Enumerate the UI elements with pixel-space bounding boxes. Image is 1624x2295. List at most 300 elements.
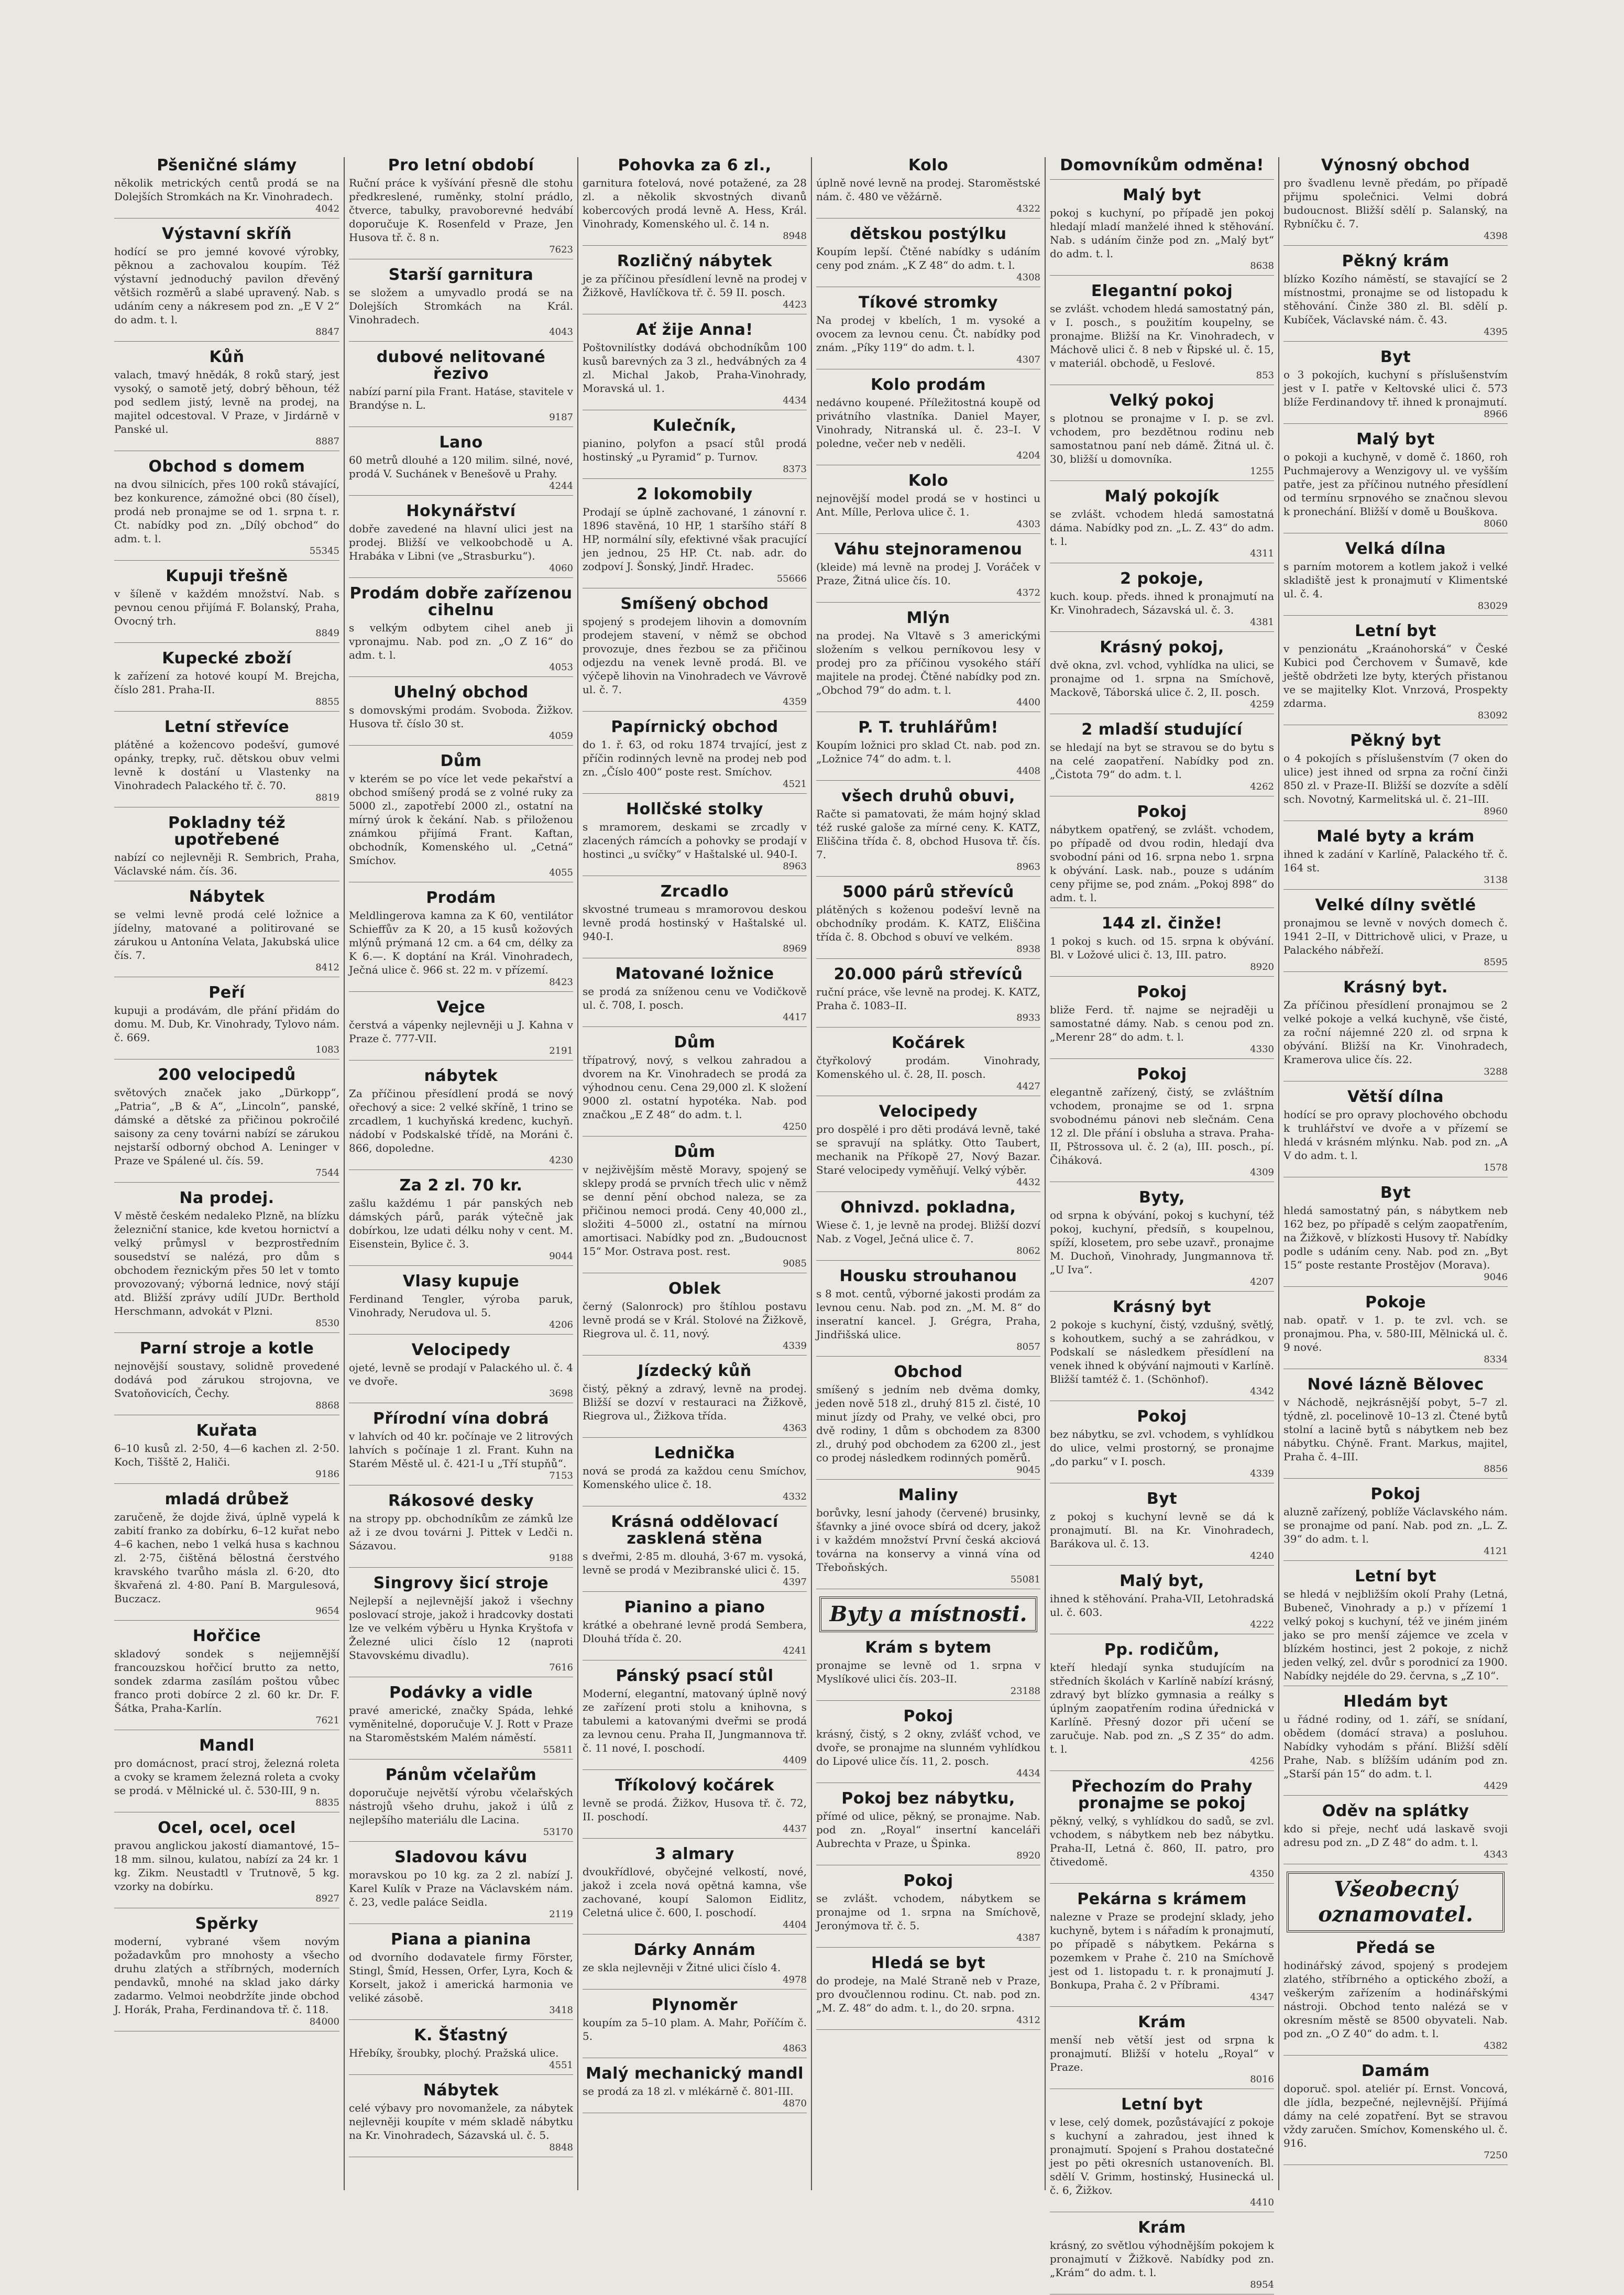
ad-text: do prodeje, na Malé Straně neb v Praze, pro dvoučlennou rodinu. Ct. nab. pod zn. „M. Z. 48“ do adm. t. l., do 20. srpna.: [816, 1974, 1040, 2014]
ad-text: pronajmou se levně v nových domech č. 1941 2–II, v Dittrichově ulici, v Praze, u Palackého nábřeží.: [1283, 916, 1508, 956]
ad-text: nalezne v Praze se prodejní sklady, jeho kuchyně, bytem i s nářadím k pronajmutí, po případě s nábytkem. Pekárna s pozemkem v Prahe č. 210 na Smíchově jest od 1. listopadu t. r. k pronajmutí J. Bonkupa, Praha č. 2 v Příbrami.: [1050, 1910, 1274, 1991]
ad-number: 4339: [783, 1340, 807, 1351]
ad-heading: Pp. rodičům,: [1104, 1641, 1220, 1659]
ad-heading: Pokoj: [903, 1872, 953, 1890]
ad-heading: Malý mechanický mandl: [586, 2064, 804, 2083]
classified-ad: [349, 1493, 573, 1568]
classified-ad: [1050, 1408, 1274, 1483]
ad-number: 1083: [315, 1044, 339, 1055]
classified-ad: [1283, 431, 1508, 533]
ad-text: pro domácnost, prací stroj, železná roleta a cvoky se kramem železná roleta a cvoky se prodá. v Mělnické ul. č. 530-III, 9 n.: [114, 1757, 339, 1797]
ad-heading: Malý pokojík: [1104, 487, 1220, 506]
ad-text: Ruční práce k vyšívání přesně dle stohu předkreslené, ruměnky, stolní prádlo, čtverce, tabulky, pravoborevné hedvábí doporučuje K. Rosenfeld v Praze, Jen Husova tř. č. 8 n.: [349, 177, 573, 244]
ad-text: úplně nové levně na prodej. Staroměstské nám. č. 480 ve věžárně.: [816, 177, 1040, 203]
ad-number: 8016: [1250, 2074, 1274, 2085]
classified-ad: [816, 157, 1040, 218]
ad-text: spojený s prodejem lihovin a domovním prodejem stavení, v němž se obchod provozuje, dnes řezbou se za přičinou odjezdu na venek levně prodá. Bl. ve výčepě lihovin na Vinohradech ve Vávrově ul. č. 7.: [583, 615, 807, 696]
ad-text: doporuč. spol. ateliér pí. Ernst. Voncová, dle jídla, bezpečné, nejlevnější. Přijímá dámy na celé zopatření. Byt se stravou vždy zaručen. Smíchov, Komenského ul. č. 916.: [1283, 2082, 1508, 2149]
ad-text: dvě okna, zvl. vchod, vyhlídka na ulici, se pronajme od 1. srpna na Smíchově, Mackově, Táborská ulice č. 2, II. posch.: [1050, 659, 1274, 698]
classified-ad: [1050, 2096, 1274, 2212]
ad-text: u řádné rodiny, od 1. září, se snídaní, obědem (domácí strava) a posluhou. Nabídky vyhodám s přání. Bližší sdělí Prahe, Nab. s blížším udáním pod zn. „Starší pán 15“ do adm. t. l.: [1283, 1713, 1508, 1780]
ad-text: (kleide) má levně na prodej J. Voráček v Praze, Žitná ulice čís. 10.: [816, 561, 1040, 587]
classified-ad: [1283, 2063, 1508, 2165]
ad-text: hodící se pro jemné kovové výrobky, pěknou a zachovalou koupím. Též výstavní jednoduchý pavilon dřevěný většich rozměrů a slabé upravený. Nab. s udáním ceny a nákresem pod zn. „E V 2“ do adm. t. l.: [114, 245, 339, 326]
ad-heading: Kupecké zboží: [162, 649, 292, 668]
classified-ad: [114, 1340, 339, 1415]
ad-text: ihned k stěhování. Praha-VII, Letohradská ul. č. 603.: [1050, 1592, 1274, 1619]
ad-heading: Hledám byt: [1343, 1692, 1448, 1711]
classified-ad: [816, 1640, 1040, 1701]
ad-heading: Kolo prodám: [870, 376, 986, 394]
column-4: [811, 157, 1045, 2190]
ad-heading: Krásný byt: [1113, 1298, 1211, 1316]
ad-heading: Ohnivzd. pokladna,: [840, 1198, 1016, 1217]
ad-number: 8847: [315, 326, 339, 337]
ad-heading: Peří: [209, 983, 245, 1002]
ad-text: z pokoj s kuchyní levně se dá k pronajmutí. Bl. na Kr. Vinohradech, Barákova ul. č. 13.: [1050, 1510, 1274, 1550]
classified-ad: [1283, 828, 1508, 890]
ad-number: 4347: [1250, 1992, 1274, 2003]
ad-heading: K. Šťastný: [414, 2026, 508, 2045]
classified-ad: [349, 349, 573, 427]
ad-number: 4437: [783, 1823, 807, 1834]
ad-number: 4381: [1250, 617, 1274, 628]
ad-number: 8920: [1250, 961, 1274, 972]
ad-number: 4042: [315, 203, 339, 214]
ad-heading: Pekárna s krámem: [1077, 1890, 1247, 1908]
ad-text: s dveřmi, 2·85 m. dlouhá, 3·67 m. vysoká, levně se prodá v Mezibranské ulici č. 15.: [583, 1550, 807, 1576]
ad-number: 8868: [315, 1400, 339, 1411]
ad-heading: Letní střevíce: [164, 718, 290, 736]
ad-number: 7621: [315, 1715, 339, 1726]
classified-ad: [1283, 541, 1508, 616]
ad-number: 8933: [1016, 1012, 1040, 1023]
classified-ad: [816, 1873, 1040, 1948]
ad-number: 4432: [1016, 1177, 1040, 1188]
ad-heading: Kulečník,: [653, 417, 737, 435]
ad-heading: Elegantní pokoj: [1091, 282, 1233, 300]
classified-ad: [114, 985, 339, 1059]
ad-heading: Plynoměr: [651, 1996, 738, 2014]
ad-text: Meldlingerova kamna za K 60, ventilátor Schieffův za K 20, a 15 kusů kožových mlýnů prýmaná 12 cm. a 64 cm, délky za K 6.—. K doptání na Král. Vinohradech, Ječná ulice č. 966 st. 22 m. v přízemí.: [349, 909, 573, 976]
classified-ad: [1050, 1891, 1274, 2007]
ad-number: 8966: [1484, 409, 1508, 420]
ad-text: Za příčinou přesídlení prodá se nový ořechový a sice: 2 velké skříně, 1 trino se zrcadlem, 1 kuchyňská kredenc, kuchyň. nádobí v Podskalské třídě, na Moráni č. 866, dopoledne.: [349, 1087, 573, 1154]
classified-ad: [1283, 623, 1508, 725]
ad-text: nabízí parní pila Frant. Hatáse, stavitele v Brandýse n. L.: [349, 385, 573, 411]
ad-text: je za příčinou přesídlení levně na prodej v Žižkově, Havlíčkova tř. č. 59 II. posch.: [583, 272, 807, 299]
classified-ad: [1050, 984, 1274, 1059]
ad-text: v penzionátu „Kraánohorská“ v České Kubici pod Čerchovem v Šumavě, kde ještě obdržeti lze byty, kterých přistanou ve se majitelky Klot. Vnrzová, Prospekty zdarma.: [1283, 642, 1508, 709]
ad-text: se zvlášt. vchodem, nábytkem se pronajme od 1. srpna na Smíchově, Jeronýmova tř. č. 5.: [816, 1892, 1040, 1932]
classified-ad: [1050, 915, 1274, 977]
ad-heading: Lednička: [654, 1444, 736, 1462]
ad-number: 4359: [783, 696, 807, 707]
ad-heading: Velocipedy: [879, 1102, 978, 1121]
classified-ad: [816, 1955, 1040, 2030]
ad-text: doporučuje největší výrobu včelařských nástrojů všeho druhu, jakož i úlů z nejlepšího materiálu dle Lacina.: [349, 1786, 573, 1826]
ad-heading: Malý byt,: [1120, 1572, 1204, 1590]
ad-heading: Obchod s domem: [148, 457, 305, 476]
ad-number: 7544: [315, 1167, 339, 1178]
ad-text: hodinářský závod, spojený s prodejem zlatého, stříbrného a optického zboží, a veškerým zařízením a hodinářskými nástroji. Obchod tento nalézá se v okresním městě se 8500 obyvateli. Nab. pod zn. „O Z 40“ do adm. t. l.: [1283, 1959, 1508, 2040]
classified-ad: [583, 719, 807, 794]
ad-heading: Vlasy kupuje: [402, 1272, 520, 1291]
ad-text: krásný, čistý, s 2 okny, zvlášť vchod, ve dvoře, se pronajme na slunném vyhlídkou do Lipové ulice čís. 11, 2. posch.: [816, 1728, 1040, 1767]
ad-number: 8963: [1016, 861, 1040, 872]
classified-ad: [1050, 283, 1274, 385]
ad-heading: Prodám dobře zařízenou cihelnu: [349, 584, 573, 619]
classified-ad: [349, 434, 573, 496]
ad-heading: Přírodní vína dobrá: [372, 1409, 549, 1428]
ad-text: na dvou silnicích, přes 100 roků stávající, bez konkurence, zámožné obci (80 čísel), prodá neb pronajme se od 1. srpna t. r. Ct. nabídky pod zn. „Dílý obchod“ do adm. t. l.: [114, 478, 339, 545]
ad-text: celé výbavy pro novomanžele, za nábytek nejlevněji koupíte v mém skladě nábytku na Kr. Vinohradech, Sázavská ul. č. 5.: [349, 2102, 573, 2141]
ad-heading: Hollčské stolky: [626, 800, 763, 818]
ad-number: 1578: [1484, 1162, 1508, 1173]
ad-number: 83029: [1477, 600, 1508, 611]
ad-heading: Letní byt: [1355, 1567, 1436, 1586]
classified-ad: [583, 418, 807, 479]
ad-text: se hledá v nejbližším okolí Prahy (Letná, Bubeneč, Vinohrady a p.) v přízemí 1 velký pokoj s kuchyní, též ve jiném jiném jako se pro menší zájemce ve zcela v blízkém hostinci, jest 2 pokoje, z nichž jeden velký, zel. dvůr s porodnicí za 1900. Nabídky nejdéle do 29. června, s „Z 10“.: [1283, 1588, 1508, 1682]
ad-heading: P. T. truhlářům!: [858, 718, 998, 737]
classified-ad: [1050, 804, 1274, 908]
classified-ad: [1050, 488, 1274, 563]
ad-text: o 4 pokojích s příslušenstvím (7 oken do ulice) jest ihned od srpna za roční činži 850 zl. v Praze-II. Bližší se dozvíte a sdělí sch. Novotný, Karmelitská ul. č. 21–III.: [1283, 752, 1508, 805]
classified-ad: [583, 1668, 807, 1770]
classified-ad: [583, 486, 807, 588]
ad-number: 4350: [1250, 1868, 1274, 1879]
ad-heading: Obchod: [894, 1363, 963, 1381]
classified-ad: [1283, 1185, 1508, 1287]
ad-heading: Malý byt: [1356, 430, 1435, 449]
ad-heading: Krásný pokoj,: [1100, 638, 1224, 657]
classified-ad: [583, 596, 807, 712]
ad-heading: Malý byt: [1123, 186, 1201, 204]
ad-text: k zařízení za hotové koupí M. Brejcha, číslo 281. Praha-II.: [114, 670, 339, 696]
classified-ad: [1050, 1778, 1274, 1884]
classified-ad: [583, 2066, 807, 2113]
ad-heading: Velká dílna: [1345, 540, 1446, 558]
ad-text: plátěných s koženou podešví levně na obchodníky prodám. K. KATZ, Eliščina třída č. 8. Obchod s obuví ve velkém.: [816, 903, 1040, 943]
classified-ad: [816, 226, 1040, 287]
ad-text: skladový sondek s nejjemnější francouzskou hořčicí brutto za netto, sondek zdarma zasílám poštou vůbec franco proti dobírce 2 zl. 60 kr. Dr. F. Šátka, Praha-Karlín.: [114, 1647, 339, 1714]
ad-number: 8638: [1250, 260, 1274, 271]
ad-heading: 5000 párů střevíců: [842, 883, 1014, 901]
ad-text: pravou anglickou jakostí diamantové, 15–18 mm. silnou, kulatou, nabízí za 24 kr. 1 kg. Zikm. Neustadtl v Trutnově, 5 kg. vzorky na dobírku.: [114, 1839, 339, 1893]
ad-number: 4395: [1484, 326, 1508, 337]
classified-ad: [349, 890, 573, 992]
ad-text: v nejživějším městě Moravy, spojený se sklepy prodá se prvních třech ulic v němž se denní pění obchod naleza, se za přičinou nemoci prodá. Ceny 40,000 zl., složiti 4–5000 zl., ostatní na mírnou amortisaci. Nabídky pod zn. „Budoucnost 15“ Mor. Ostrava post. rest.: [583, 1163, 807, 1258]
ad-number: 4222: [1250, 1619, 1274, 1630]
ad-number: 4339: [1250, 1468, 1274, 1479]
ad-heading: Pěkný byt: [1350, 731, 1441, 750]
ad-number: 4870: [783, 2098, 807, 2109]
ad-text: menší neb větší jest od srpna k pronajmutí. Bližší v hotelu „Royal“ v Praze.: [1050, 2034, 1274, 2073]
ad-heading: Podávky a vidle: [389, 1684, 533, 1702]
ad-heading: Ocel, ocel, ocel: [158, 1819, 296, 1837]
classified-ad: [1283, 157, 1508, 246]
classified-ad: [349, 267, 573, 342]
ad-heading: Sladovou kávu: [394, 1848, 528, 1866]
ad-text: pravé americké, značky Spáda, lehké vyměnitelné, doporučuje V. J. Rott v Praze na Staroměstském Malém náměstí.: [349, 1704, 573, 1744]
ad-text: třípatrový, nový, s velkou zahradou a dvorem na Kr. Vinohradech se prodá za výhodnou cenu. Cena 29,000 zl. K složení 9000 zl. ostatní hypotéka. Nab. pod značkou „E Z 48“ do adm. t. l.: [583, 1054, 807, 1121]
ad-number: 4240: [1250, 1550, 1274, 1561]
ad-heading: Velocipedy: [411, 1341, 511, 1359]
ad-heading: Letní byt: [1355, 622, 1436, 640]
ad-text: do 1. ř. 63, od roku 1874 trvající, jest z příčin rodinných levně na prodej neb pod zn. „Číslo 400“ poste rest. Smíchov.: [583, 738, 807, 778]
classified-ad: [1050, 187, 1274, 276]
ad-text: čistý, pěkný a zdravý, levně na prodej. Bližší se dozví v restauraci na Žižkově, Riegrova ul., Žižkova třída.: [583, 1382, 807, 1422]
ad-heading: Prodám: [426, 889, 496, 907]
ad-heading: Dárky Annám: [633, 1941, 756, 1959]
classified-ad: [583, 1144, 807, 1273]
ad-heading: Mandl: [199, 1736, 255, 1755]
classified-ad: [349, 1273, 573, 1335]
ad-number: 8060: [1484, 518, 1508, 529]
ad-heading: Lano: [439, 433, 483, 452]
classified-ad: [114, 349, 339, 451]
ad-number: 7616: [549, 1662, 573, 1673]
ad-heading: Rákosové desky: [388, 1492, 534, 1510]
classified-ad: [1283, 1486, 1508, 1561]
ad-text: blízko Kozího náměstí, se stavající se 2 místnostmi, pronajme se od listopadu k stěhování. Činže 380 zl. Bl. sdělí p. Kubíček, Václavské nám. č. 43.: [1283, 272, 1508, 326]
ad-number: 9085: [783, 1258, 807, 1269]
ad-heading: Pánům včelařům: [385, 1766, 537, 1784]
classified-ad: [583, 883, 807, 958]
classified-ad: [1283, 1568, 1508, 1686]
classified-ad: [583, 1777, 807, 1839]
ad-text: smíšený s jedním neb dvěma domky, jeden nově 518 zl., druhý 815 zl. čisté, 10 minut jízdy od Prahy, ve velké obci, pro dvě rodiny, 1 dům s obchodem za 8300 zl., druhý pod obchodem za 6200 zl., jest co prodej následkem rodinných poměrů.: [816, 1383, 1040, 1464]
ad-heading: Damám: [1361, 2062, 1430, 2080]
classified-ad: [1050, 157, 1274, 180]
ad-number: 9044: [549, 1251, 573, 1262]
ad-text: nejnovější soustavy, solidně provedené dodává pod zárukou strojovna, ve Svatoňovicích, Čechy.: [114, 1360, 339, 1400]
classified-ad: [349, 1342, 573, 1403]
ad-heading: Za 2 zl. 70 kr.: [399, 1176, 523, 1195]
ad-number: 55081: [1010, 1574, 1040, 1585]
ad-number: 4434: [783, 395, 807, 406]
classified-ad: [1050, 2220, 1274, 2294]
classified-ad: [349, 1931, 573, 2020]
ad-text: borůvky, lesní jahody (červené) brusinky, šťavnky a jiné ovoce sbírá od dcery, jakož i v každém množství První česká akciová továrna na konservy a vinná vína od Třeboňských.: [816, 1506, 1040, 1573]
ad-text: dvoukřídlové, obyčejné velkostí, nové, jakož i zcela nová opětná kamna, vše zachované, koupí Salomon Eidlitz, Celetná ulice č. 600, I. poschodí.: [583, 1865, 807, 1919]
ad-number: 8920: [1016, 1850, 1040, 1861]
classified-ad: [349, 1767, 573, 1842]
ad-number: 4121: [1484, 1546, 1508, 1557]
classified-ad: [816, 1364, 1040, 1480]
ad-number: 4244: [549, 480, 573, 491]
ad-heading: Krásný byt.: [1343, 978, 1448, 997]
ad-heading: Kupuji třešně: [166, 567, 288, 585]
ad-number: 3418: [549, 2005, 573, 2016]
ad-text: skvostné trumeau s mramorovou deskou levně prodá hostinský v Haštalské ul. 940-I.: [583, 903, 807, 943]
ad-text: krátké a obehrané levně prodá Sembera, Dlouhá třída č. 20.: [583, 1619, 807, 1645]
ad-heading: Nábytek: [189, 888, 265, 906]
ad-text: 2 pokoje s kuchyní, čistý, vzdušný, světlý, s kohoutkem, suchý a se zahrádkou, v Podskalí se následkem přesídlení na venek ihned k obývání najmouti v Karlíně. Bližší tamtéž č. 1. (Schönhof).: [1050, 1318, 1274, 1385]
classified-ad: [1050, 1642, 1274, 1771]
ad-heading: Hokynářství: [406, 502, 516, 520]
ad-heading: Krám: [1138, 2218, 1186, 2237]
ad-number: 4262: [1250, 781, 1274, 792]
ad-number: 4204: [1016, 450, 1040, 461]
classified-ad: [583, 1363, 807, 1438]
newspaper-page: [110, 156, 1514, 2290]
ad-text: krásný, zo světlou výhodnějším pokojem k pronajmutí v Žižkově. Nabídky pod zn. „Krám“ do adm. t. l.: [1050, 2239, 1274, 2279]
ad-text: s mramorem, deskami se zrcadly v zlacených rámcích a pohovky se prodají v hostinci „u svíčky“ v Haštalské ul. 940-I.: [583, 821, 807, 860]
classified-ad: [1283, 253, 1508, 342]
ad-heading: Pokoj: [1137, 1065, 1187, 1084]
ad-heading: Maliny: [898, 1486, 959, 1504]
ad-number: 83092: [1477, 710, 1508, 721]
classified-ad: [114, 889, 339, 977]
ad-text: Na prodej v kbelích, 1 m. vysoké a ovocem za levnou cenu. Čt. nabídky pod znám. „Píky 119“ do adm. t. l.: [816, 314, 1040, 354]
ad-text: kteří hledají synka studujícím na středních školách v Karlíně nabízí krásný, zdravý byt blízko gymnasia a reálky s úplným zaopatřením rodina úřednická v Karlíně. Přesný dozor při učení se zaručuje. Nab. pod zn. „S Z 35“ do adm. t. l.: [1050, 1661, 1274, 1755]
ad-heading: Singrovy šicí stroje: [373, 1574, 549, 1592]
ad-text: Wiese č. 1, je levně na prodej. Bližší dozví Nab. z Vogel, Ječná ulice č. 7.: [816, 1219, 1040, 1245]
classified-ad: [816, 541, 1040, 603]
ad-number: 9187: [549, 412, 573, 423]
ad-heading: Dům: [440, 752, 482, 770]
ad-number: 4410: [1250, 2197, 1274, 2208]
ad-text: kdo si přeje, nechť udá laskavě svoji adresu pod zn. „D Z 48“ do adm. t. l.: [1283, 1822, 1508, 1849]
ad-heading: 2 pokoje,: [1120, 570, 1204, 588]
ad-text: s domovskými prodám. Svoboda. Žižkov. Husova tř. číslo 30 st.: [349, 704, 573, 730]
classified-ad: [114, 157, 339, 218]
ad-heading: Ať žije Anna!: [636, 321, 753, 339]
ad-number: 4551: [549, 2060, 573, 2071]
ad-text: hodící se pro opravy plochového obchodu k truhlářství ve dvoře a v přízemí se hledá v krásném mlýnku. Nab. pod zn. „A V do adm. t. l.: [1283, 1108, 1508, 1162]
ad-text: pokoj s kuchyní, po případě jen pokoj hledají mladí manželé ihned k stěhování. Nab. s udáním činže pod zn. „Malý byt“ do adm. t. l.: [1050, 206, 1274, 260]
classified-ad: [349, 1068, 573, 1170]
ad-number: 9045: [1016, 1465, 1040, 1476]
ad-text: o pokoji a kuchyně, v domě č. 1860, roh Puchmajerovy a Wenzigovy ul. ve vyšším patře, jest za příčinou nutného přesídlení od termínu srpnového se značnou slevou k pronechání. Bližší v domě u Bouškova.: [1283, 451, 1508, 518]
classified-ad: [114, 815, 339, 881]
ad-text: zaručeně, že dojde živá, úplně vypelá k zabití franko za dobírku, 6–12 kuřat nebo 4–6 kachen, nebo 1 velká husa s kachnou zl. 2·75, čištěná bělostná čerstvého kravského tvarůho másla zl. 6·20, dto škvařená zl. 4·80. Paní B. Margulesová, Buczacz.: [114, 1511, 339, 1605]
ad-text: elegantně zařízený, čistý, se zvláštním vchodem, pronajme se od 1. srpna svobodnému pánovi neb slečnám. Cena 12 zl. Dle přání i obsluha a strava. Praha-II, Pštrossova ul. č. 2 (a), III. posch., pí. Čiháková.: [1050, 1086, 1274, 1166]
ad-heading: Hořčice: [192, 1627, 261, 1645]
ad-text: se hledají na byt se stravou se do bytu s na celé zaopatření. Nabídky pod zn. „Čistota 79“ do adm. t. l.: [1050, 741, 1274, 781]
ad-heading: Byt: [1380, 348, 1411, 366]
classified-ad: [816, 377, 1040, 465]
classified-ad: [114, 1820, 339, 1908]
ad-heading: 2 mladší studující: [1081, 720, 1243, 739]
ad-heading: Zrcadlo: [660, 882, 729, 901]
ad-number: 8373: [783, 464, 807, 475]
ad-text: 1 pokoj s kuch. od 15. srpna k obývání. Bl. v Ložové ulici č. 13, III. patro.: [1050, 935, 1274, 961]
ad-number: 4400: [1016, 697, 1040, 708]
classified-ad: [1283, 897, 1508, 972]
ad-heading: Kolo: [908, 472, 949, 490]
classified-ad: [583, 253, 807, 314]
ad-text: Hřebíky, šroubky, plochý. Pražská ulice.: [349, 2047, 559, 2059]
ad-text: bez nábytku, se zvl. vchodem, s vyhlídkou do ulice, velmi prostorný, se pronajme „do parku“ v I. posch.: [1050, 1428, 1274, 1468]
ad-number: 4043: [549, 326, 573, 337]
classified-ad: [583, 1514, 807, 1592]
classified-ad: [816, 294, 1040, 369]
ad-number: 4230: [549, 1155, 573, 1166]
ad-text: Koupím lepší. Čtěné nabídky s udáním ceny pod znám. „K Z 48“ do adm. t. l.: [816, 245, 1040, 271]
column-3: [577, 157, 811, 2190]
ad-heading: Mlýn: [906, 609, 950, 627]
ad-number: 2119: [549, 1909, 573, 1920]
ad-text: s velkým odbytem cihel aneb ji vpronajmu. Nab. pod zn. „O Z 16“ do adm. t. l.: [349, 621, 573, 661]
classified-ad: [1283, 1693, 1508, 1796]
ad-heading: Větší dílna: [1347, 1088, 1444, 1106]
ad-text: V městě českém nedaleko Plzně, na blízku železniční stanice, kde kvetou hornictví a velký průmysl v bezprostředním sousedství se nalézá, pro dům s obchodem řeznickým přes 50 let v tomto provozovaný; výborná lednice, nový stájí atd. Bližší zprávy udílí JUDr. Berthold Herschmann, advokát v Plzni.: [114, 1209, 339, 1317]
ad-heading: 200 velocipedů: [158, 1066, 296, 1084]
ad-text: s parním motorem a kotlem jakož i velké skladiště jest k pronajmutí v Klimentské ul. č. 4.: [1283, 560, 1508, 600]
ad-text: nejnovější model prodá se v hostinci u Ant. Mílle, Perlova ulice č. 1.: [816, 492, 1040, 518]
ad-heading: Pánský psací stůl: [616, 1667, 774, 1685]
classified-ad: [583, 1997, 807, 2058]
ad-text: moravskou po 10 kg. za 2 zl. nabízí J. Karel Kulík v Praze na Václavském nám. č. 23, vedle paláce Seidla.: [349, 1868, 573, 1908]
ad-number: 4241: [783, 1645, 807, 1656]
ad-heading: Výstavní skříň: [161, 225, 292, 243]
column-6: [1278, 157, 1512, 2190]
ad-number: 2191: [549, 1045, 573, 1056]
ad-number: 8856: [1484, 1463, 1508, 1474]
classified-ad: [1283, 1089, 1508, 1177]
ad-heading: Uhelný obchod: [393, 683, 529, 702]
classified-ad: [583, 1445, 807, 1506]
ad-heading: Krásná oddělovací zasklená stěna: [611, 1513, 778, 1548]
ad-number: 53170: [543, 1827, 573, 1838]
ad-number: 4322: [1016, 203, 1040, 214]
ad-number: 55666: [776, 573, 807, 584]
ad-number: 4309: [1250, 1167, 1274, 1178]
ad-number: 7623: [549, 244, 573, 255]
ad-number: 3138: [1484, 875, 1508, 886]
ad-number: 4312: [1016, 2015, 1040, 2026]
ad-text: ihned k zadání v Karlíně, Palackého tř. č. 164 st.: [1283, 848, 1508, 874]
ad-heading: Pokoj: [1370, 1485, 1421, 1503]
ad-text: Prodají se úplně zachované, 1 zánovní r. 1896 stavěná, 10 HP, 1 staršího stáří 8 HP, normální síly, efektivné však pracující jen jednou, 25 HP. Ct. nab. adr. do zodpoví J. Šonský, Jindř. Hradec.: [583, 506, 807, 573]
ad-text: valach, tmavý hnědák, 8 roků starý, jest vysoký, o samotě jetý, dobrý běhoun, též pod sedlem jistý, levně na prodej, na majitel odcestoval. V Praze, v Jirdárně v Panské ul.: [114, 368, 339, 435]
ad-number: 4409: [783, 1755, 807, 1766]
ad-heading: Váhu stejnoramenou: [834, 540, 1023, 559]
ad-heading: Papírnický obchod: [611, 718, 778, 736]
ad-text: na prodej. Na Vltavě s 3 americkými složením s velkou perníkovou lesy v prodej pro za příčinou vysokého stáří majitele na prodej. Čtěné nabídky pod zn. „Obchod 79“ do adm. t. l.: [816, 629, 1040, 696]
ad-text: nab. opatř. v 1. p. te zvl. vch. se pronajmou. Pha, v. 580-III, Mělnická ul. č. 9 nové.: [1283, 1314, 1508, 1353]
ad-text: Za příčinou přesídlení pronajmou se 2 velké pokoje a velká kuchyně, vše čisté, za roční nájemné 220 zl. od srpna k obývání. Bližší na Kr. Vinohradech, Kramerova ulice čís. 22.: [1283, 999, 1508, 1066]
ad-number: 4417: [783, 1012, 807, 1023]
ad-text: několik metrických centů prodá se na Dolejších Stromkách na Kr. Vinohradech.: [114, 177, 339, 203]
ad-text: v lahvích od 40 kr. počínaje ve 2 litrových lahvích s počínaje 1 zl. Frant. Kuhn na Starém Městě ul. č. 421-I u „Tří stupňů“.: [349, 1430, 573, 1470]
ad-heading: Malé byty a krám: [1316, 827, 1475, 846]
classified-ad: [816, 884, 1040, 959]
ad-text: v Náchodě, nejkrásnější pobyt, 5–7 zl. týdně, zl. pocelinově 10–13 zl. Čtené bytů stolní a lacině bytů s nábytkem neb bez nábytku. Chýně. Frant. Markus, majitel, Praha č. 4–III.: [1283, 1396, 1508, 1463]
ad-heading: Pianino a piano: [624, 1598, 765, 1616]
ad-number: 4408: [1016, 766, 1040, 777]
ad-heading: 3 almary: [655, 1845, 734, 1863]
ad-heading: Nové lázně Bělovec: [1307, 1375, 1484, 1394]
ad-heading: Pokladny též upotřebené: [168, 814, 286, 849]
ad-number: 9188: [549, 1553, 573, 1564]
ad-text: na stropy pp. obchodníkům ze zámků lze až i ze dvou továrni J. Pittek v Ledči n. Sázavou.: [349, 1512, 573, 1552]
classified-ad: [1050, 722, 1274, 796]
classified-ad: [1283, 1376, 1508, 1479]
ad-number: 4330: [1250, 1044, 1274, 1055]
classified-ad: [1050, 392, 1274, 481]
classified-ad: [816, 788, 1040, 877]
ad-text: s plotnou se pronajme v I. p. se zvl. vchodem, pro bezdětnou rodinu neb samostatnou paní neb dámě. Žitná ul. č. 30, bližší u domovníka.: [1050, 412, 1274, 465]
classified-ad: [816, 719, 1040, 781]
ad-number: 4250: [783, 1121, 807, 1132]
classified-ad: [114, 650, 339, 712]
classified-ad: [1283, 979, 1508, 1081]
ad-number: 4207: [1250, 1276, 1274, 1287]
ad-text: v lese, celý domek, pozůstávající z pokoje s kuchyní a zahradou, jest ihned k pronajmutí. Spojení s Prahou dostatečné jest po pěti okresních ustanoveních. Bl. sdělí V. Grimm, hostinský, Husinecká ul. č. 6, Žižkov.: [1050, 2116, 1274, 2196]
